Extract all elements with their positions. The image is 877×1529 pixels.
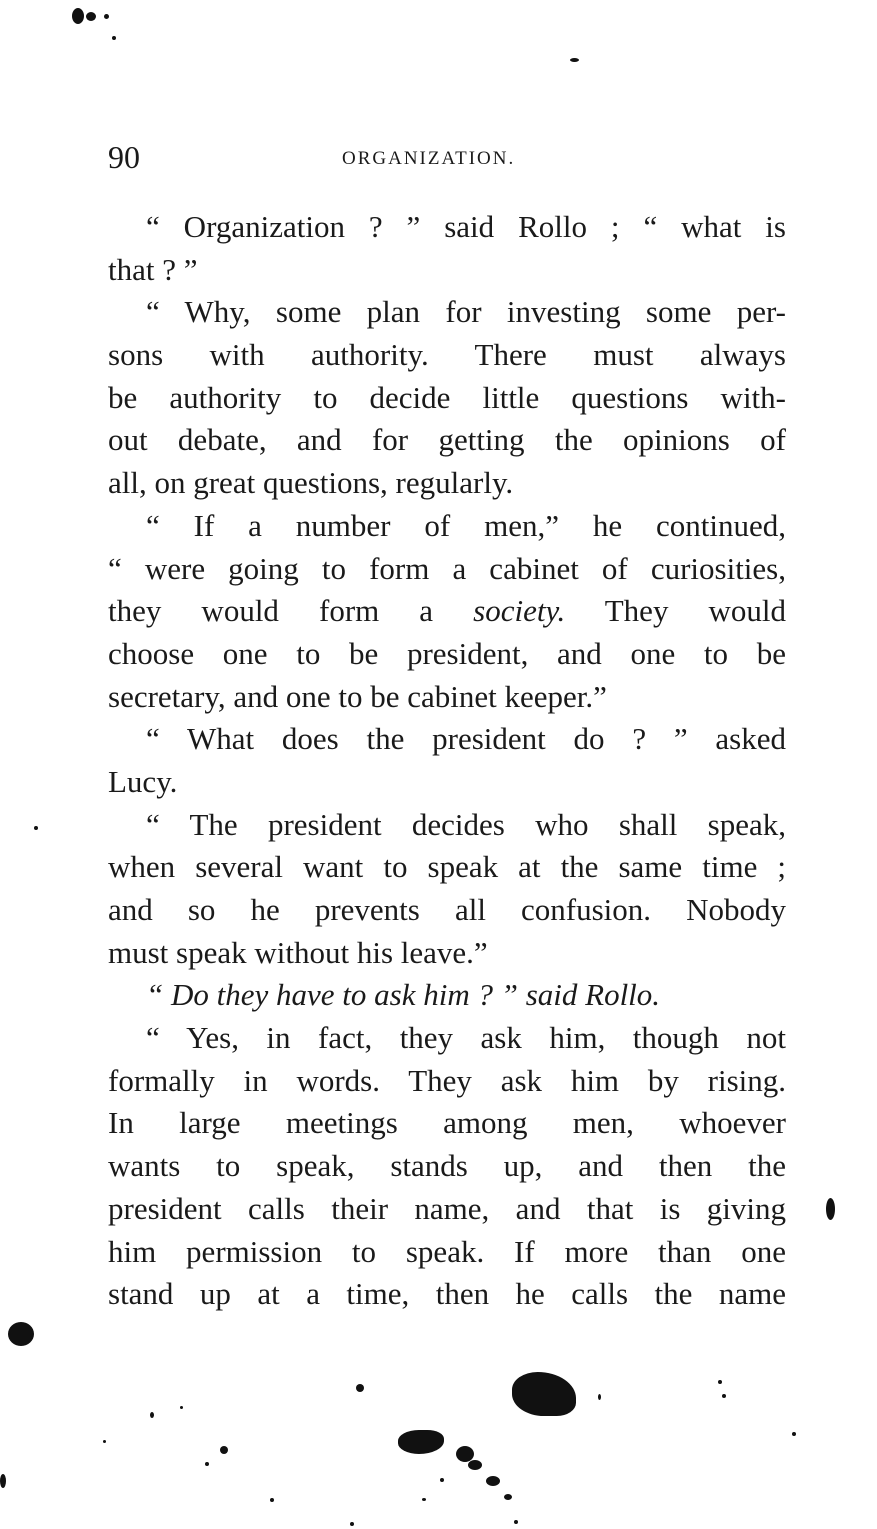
text-line: “ Organization ? ” said Rollo ; “ what is (146, 209, 786, 244)
text-line: wants to speak, stands up, and then the (108, 1148, 786, 1184)
ink-speck (718, 1380, 722, 1384)
text-line: “ Do they have to ask him ? ” said Rollo. (146, 977, 661, 1013)
text-line: must speak without his leave.” (108, 934, 488, 970)
ink-speck (570, 58, 579, 62)
ink-speck (440, 1478, 444, 1482)
ink-speck (722, 1394, 726, 1398)
text-line: choose one to be president, and one to be (108, 635, 786, 671)
ink-speck (0, 1474, 6, 1488)
text-line: “ What does the president do ? ” asked (146, 721, 786, 757)
text-line: In large meetings among men, whoever (108, 1105, 786, 1141)
ink-speck (598, 1394, 601, 1400)
text-line: when several want to speak at the same time ; (108, 849, 786, 885)
ink-speck (422, 1498, 426, 1501)
ink-speck (792, 1432, 796, 1436)
text-line: “ If a number of men,” he continued, (146, 507, 786, 543)
text-line: stand up at a time, then he calls the name (108, 1276, 786, 1312)
ink-speck (8, 1322, 34, 1346)
text-line: secretary, and one to be cabinet keeper.” (108, 678, 607, 714)
ink-speck (205, 1462, 209, 1466)
ink-speck (826, 1198, 835, 1220)
text-line: “ Yes, in fact, they ask him, though not (146, 1020, 786, 1056)
ink-speck (468, 1460, 482, 1470)
text-line: “ The president decides who shall speak, (146, 806, 786, 842)
text-line: be authority to decide little questions with- (108, 379, 786, 415)
ink-speck (486, 1476, 500, 1486)
ink-speck (34, 826, 38, 830)
text-line: sons with authority. There must always (108, 337, 786, 373)
running-title: ORGANIZATION. (342, 148, 516, 169)
text-line: him permission to speak. If more than one (108, 1233, 786, 1269)
italic-word: society. (473, 593, 566, 629)
ink-speck (350, 1522, 354, 1526)
text-line: out debate, and for getting the opinions of (108, 422, 786, 458)
text-line: Lucy. (108, 763, 178, 799)
text-line: that ? ” (108, 251, 198, 287)
ink-speck (512, 1372, 576, 1416)
page-number: 90 (108, 139, 140, 175)
ink-speck (398, 1430, 444, 1454)
ink-speck (356, 1384, 364, 1392)
ink-speck (150, 1412, 154, 1418)
ink-speck (220, 1446, 228, 1454)
ink-speck (72, 8, 84, 24)
text-line: “ Why, some plan for investing some per- (146, 294, 786, 330)
ink-speck (180, 1406, 183, 1409)
body-text (108, 206, 786, 1316)
text-line: formally in words. They ask him by rising. (108, 1062, 786, 1098)
text-line: they would form a society. They would (108, 593, 786, 629)
text-line: and so he prevents all confusion. Nobody (108, 892, 786, 927)
ink-speck (504, 1494, 512, 1500)
text-line: all, on great questions, regularly. (108, 465, 514, 501)
ink-speck (112, 36, 116, 40)
ink-speck (104, 14, 109, 19)
ink-speck (86, 12, 96, 21)
text-line: “ were going to form a cabinet of curiosities, (108, 550, 786, 586)
ink-speck (514, 1520, 518, 1524)
ink-speck (270, 1498, 274, 1502)
text-line: president calls their name, and that is giving (108, 1190, 786, 1226)
ink-speck (103, 1440, 106, 1443)
